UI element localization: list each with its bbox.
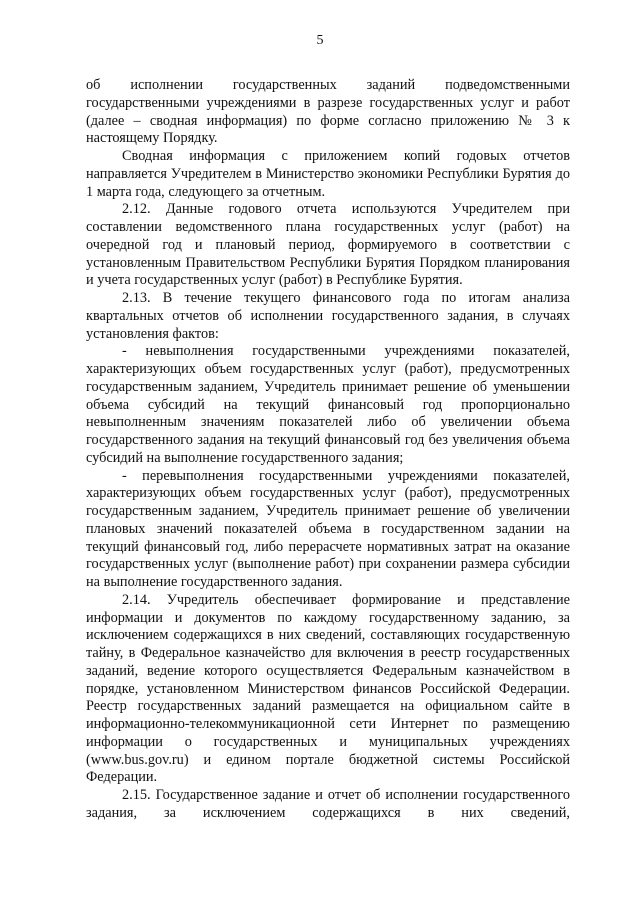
- paragraph-2-15: 2.15. Государственное задание и отчет об исполнении государственного задания, за исключением содержащихся в них сведений,: [86, 787, 570, 821]
- paragraph-2-13-underperformance: - невыполнения государственными учреждениями показателей, характеризующих объем государственных услуг (работ), предусмотренных государственным заданием, Учредитель принимает решение об уменьшении объема субсидий на текущий финансовый год пропорционально невыполненным значениям показателей либо об увеличении объема государственного задания на текущий финансовый год без увеличения объема субсидий на выполнение государственного задания;: [86, 343, 570, 466]
- document-body: [86, 77, 570, 823]
- paragraph-2-14: 2.14. Учредитель обеспечивает формирование и представление информации и документов по каждому государственному заданию, за исключением содержащихся в них сведений, составляющих государственную тайну, в Федеральное казначейство для включения в реестр государственных заданий, ведение которого осуществляется Федеральным казначейством в порядке, установленном Министерством финансов Российской Федерации. Реестр государственных заданий размещается на официальном сайте в информационно-телекоммуникационной сети Интернет по размещению информации о государственных и муниципальных учреждениях (www.bus.gov.ru) и едином портале бюджетной системы Российской Федерации.: [86, 591, 570, 786]
- page-number: 5: [316, 33, 324, 48]
- paragraph-2-13-overperformance: - перевыполнения государственными учреждениями показателей, характеризующих объем государственных услуг (работ), предусмотренных государственным заданием, Учредитель принимает решение об увеличении плановых значений показателей объема в государственном задании на текущий финансовый год, либо перерасчете нормативных затрат на оказание государственных услуг (выполнение работ) при сохранении размера субсидии на выполнение государственного задания.: [86, 467, 570, 590]
- paragraph-2-12: 2.12. Данные годового отчета используются Учредителем при составлении ведомственного плана государственных услуг (работ) на очередной год и плановый период, формируемого в соответствии с установленным Правительством Республики Бурятия Порядком планирования и учета государственных услуг (работ) в Республике Бурятия.: [86, 201, 570, 289]
- paragraph-summary-info-continued: об исполнении государственных заданий подведомственными государственными учреждениями в разрезе государственных услуг и работ (далее – сводная информация) по форме согласно приложению № 3 к настоящему Порядку.: [86, 77, 570, 147]
- paragraph-2-13: 2.13. В течение текущего финансового года по итогам анализа квартальных отчетов об исполнении государственного задания, в случаях установления фактов:: [86, 290, 570, 342]
- paragraph-summary-info-submission: Сводная информация с приложением копий годовых отчетов направляется Учредителем в Министерство экономики Республики Бурятия до 1 марта года, следующего за отчетным.: [86, 148, 570, 200]
